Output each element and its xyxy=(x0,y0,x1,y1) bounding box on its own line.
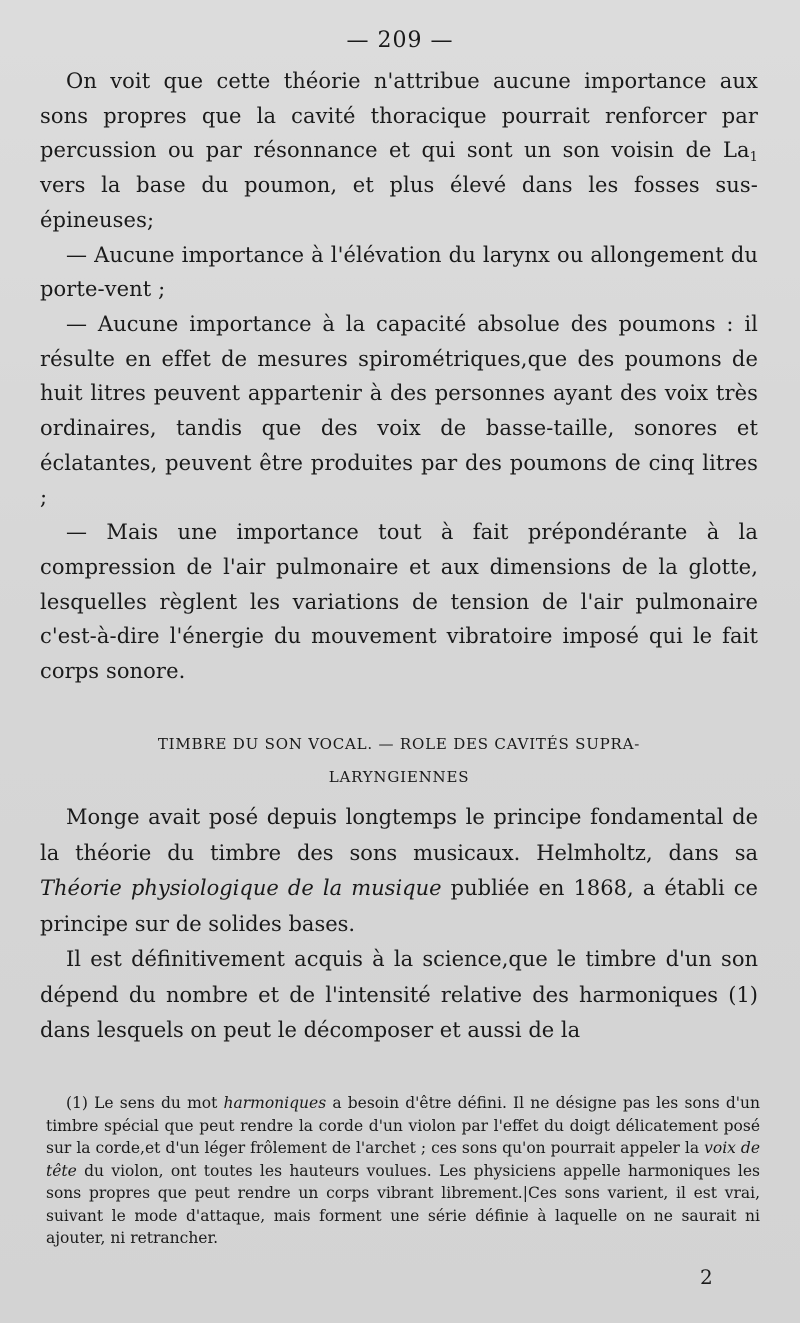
main-text-block xyxy=(40,64,758,689)
section-text-block xyxy=(40,800,758,1049)
paragraph-5-part-1: Monge avait posé depuis longtemps le principe fondamental de la théorie du timbre des sons musicaux. Helmholtz, dans sa xyxy=(40,805,758,865)
paragraph-1-part-1: On voit que cette théorie n'attribue aucune importance aux sons propres que la cavité thoracique pourrait renforcer par percussion ou par résonnance et qui sont un son voisin de La xyxy=(40,69,758,163)
book-title: Théorie physiologique de la musique xyxy=(40,876,442,900)
paragraph-5 xyxy=(40,800,758,942)
footnote-term-harmoniques: harmoniques xyxy=(223,1094,327,1112)
paragraph-6: Il est définitivement acquis à la science,que le timbre d'un son dépend du nombre et de l'intensité relative des harmoniques (1) dans lesquels on peut le décomposer et aussi de la xyxy=(40,947,758,1042)
section-heading xyxy=(40,728,758,794)
page-number: — 209 — xyxy=(346,28,454,53)
subscript-1: 1 xyxy=(749,150,758,166)
footnote-part-3: du violon, ont toutes les hauteurs voulues. Les physiciens appelle harmoniques les sons propres que peut rendre un corps vibrant librement.|Ces sons varient, il est vrai, suivant le mode d'attaque, mais forment une série définie à laquelle on ne saurait ni ajouter, ni retrancher. xyxy=(46,1161,760,1247)
paragraph-1 xyxy=(40,64,758,238)
paragraph-5-part-2: publiée en 1868, a établi ce principe sur de solides bases. xyxy=(40,876,758,936)
section-heading-line-1: TIMBRE DU SON VOCAL. — ROLE DES CAVITÉS SUPRA- xyxy=(157,735,641,753)
signature-mark: 2 xyxy=(700,1265,713,1289)
footnote xyxy=(46,1092,760,1250)
footnote-part-2: a besoin d'être défini. Il ne désigne pas les sons d'un timbre spécial que peut rendre la corde d'un violon par l'effet du doigt délicatement posé sur la corde,et d'un léger frôlement de l'archet ; ces sons qu'on pourrait appeler la xyxy=(46,1094,760,1157)
section-heading-line-2: LARYNGIENNES xyxy=(328,768,470,786)
footnote-part-1: (1) Le sens du mot xyxy=(66,1094,224,1112)
footnote-term-voix-de-tete: voix de tête xyxy=(46,1139,760,1180)
paragraph-1-part-2: vers la base du poumon, et plus élevé dans les fosses sus-épineuses; xyxy=(40,173,758,232)
paragraph-4: — Mais une importance tout à fait prépondérante à la compression de l'air pulmonaire et aux dimensions de la glotte, lesquelles règlent les variations de tension de l'air pulmonaire c'est-à-dire l'énergie du mouvement vibratoire imposé qui le fait corps sonore. xyxy=(40,520,758,683)
paragraph-3: — Aucune importance à la capacité absolue des poumons : il résulte en effet de mesures spirométriques,que des poumons de huit litres peuvent appartenir à des personnes ayant des voix très ordinaires, tandis que des voix de basse-taille, sonores et éclatantes, peuvent être produites par des poumons de cinq litres ; xyxy=(40,311,758,510)
paragraph-2: — Aucune importance à l'élévation du larynx ou allongement du porte-vent ; xyxy=(40,242,758,302)
